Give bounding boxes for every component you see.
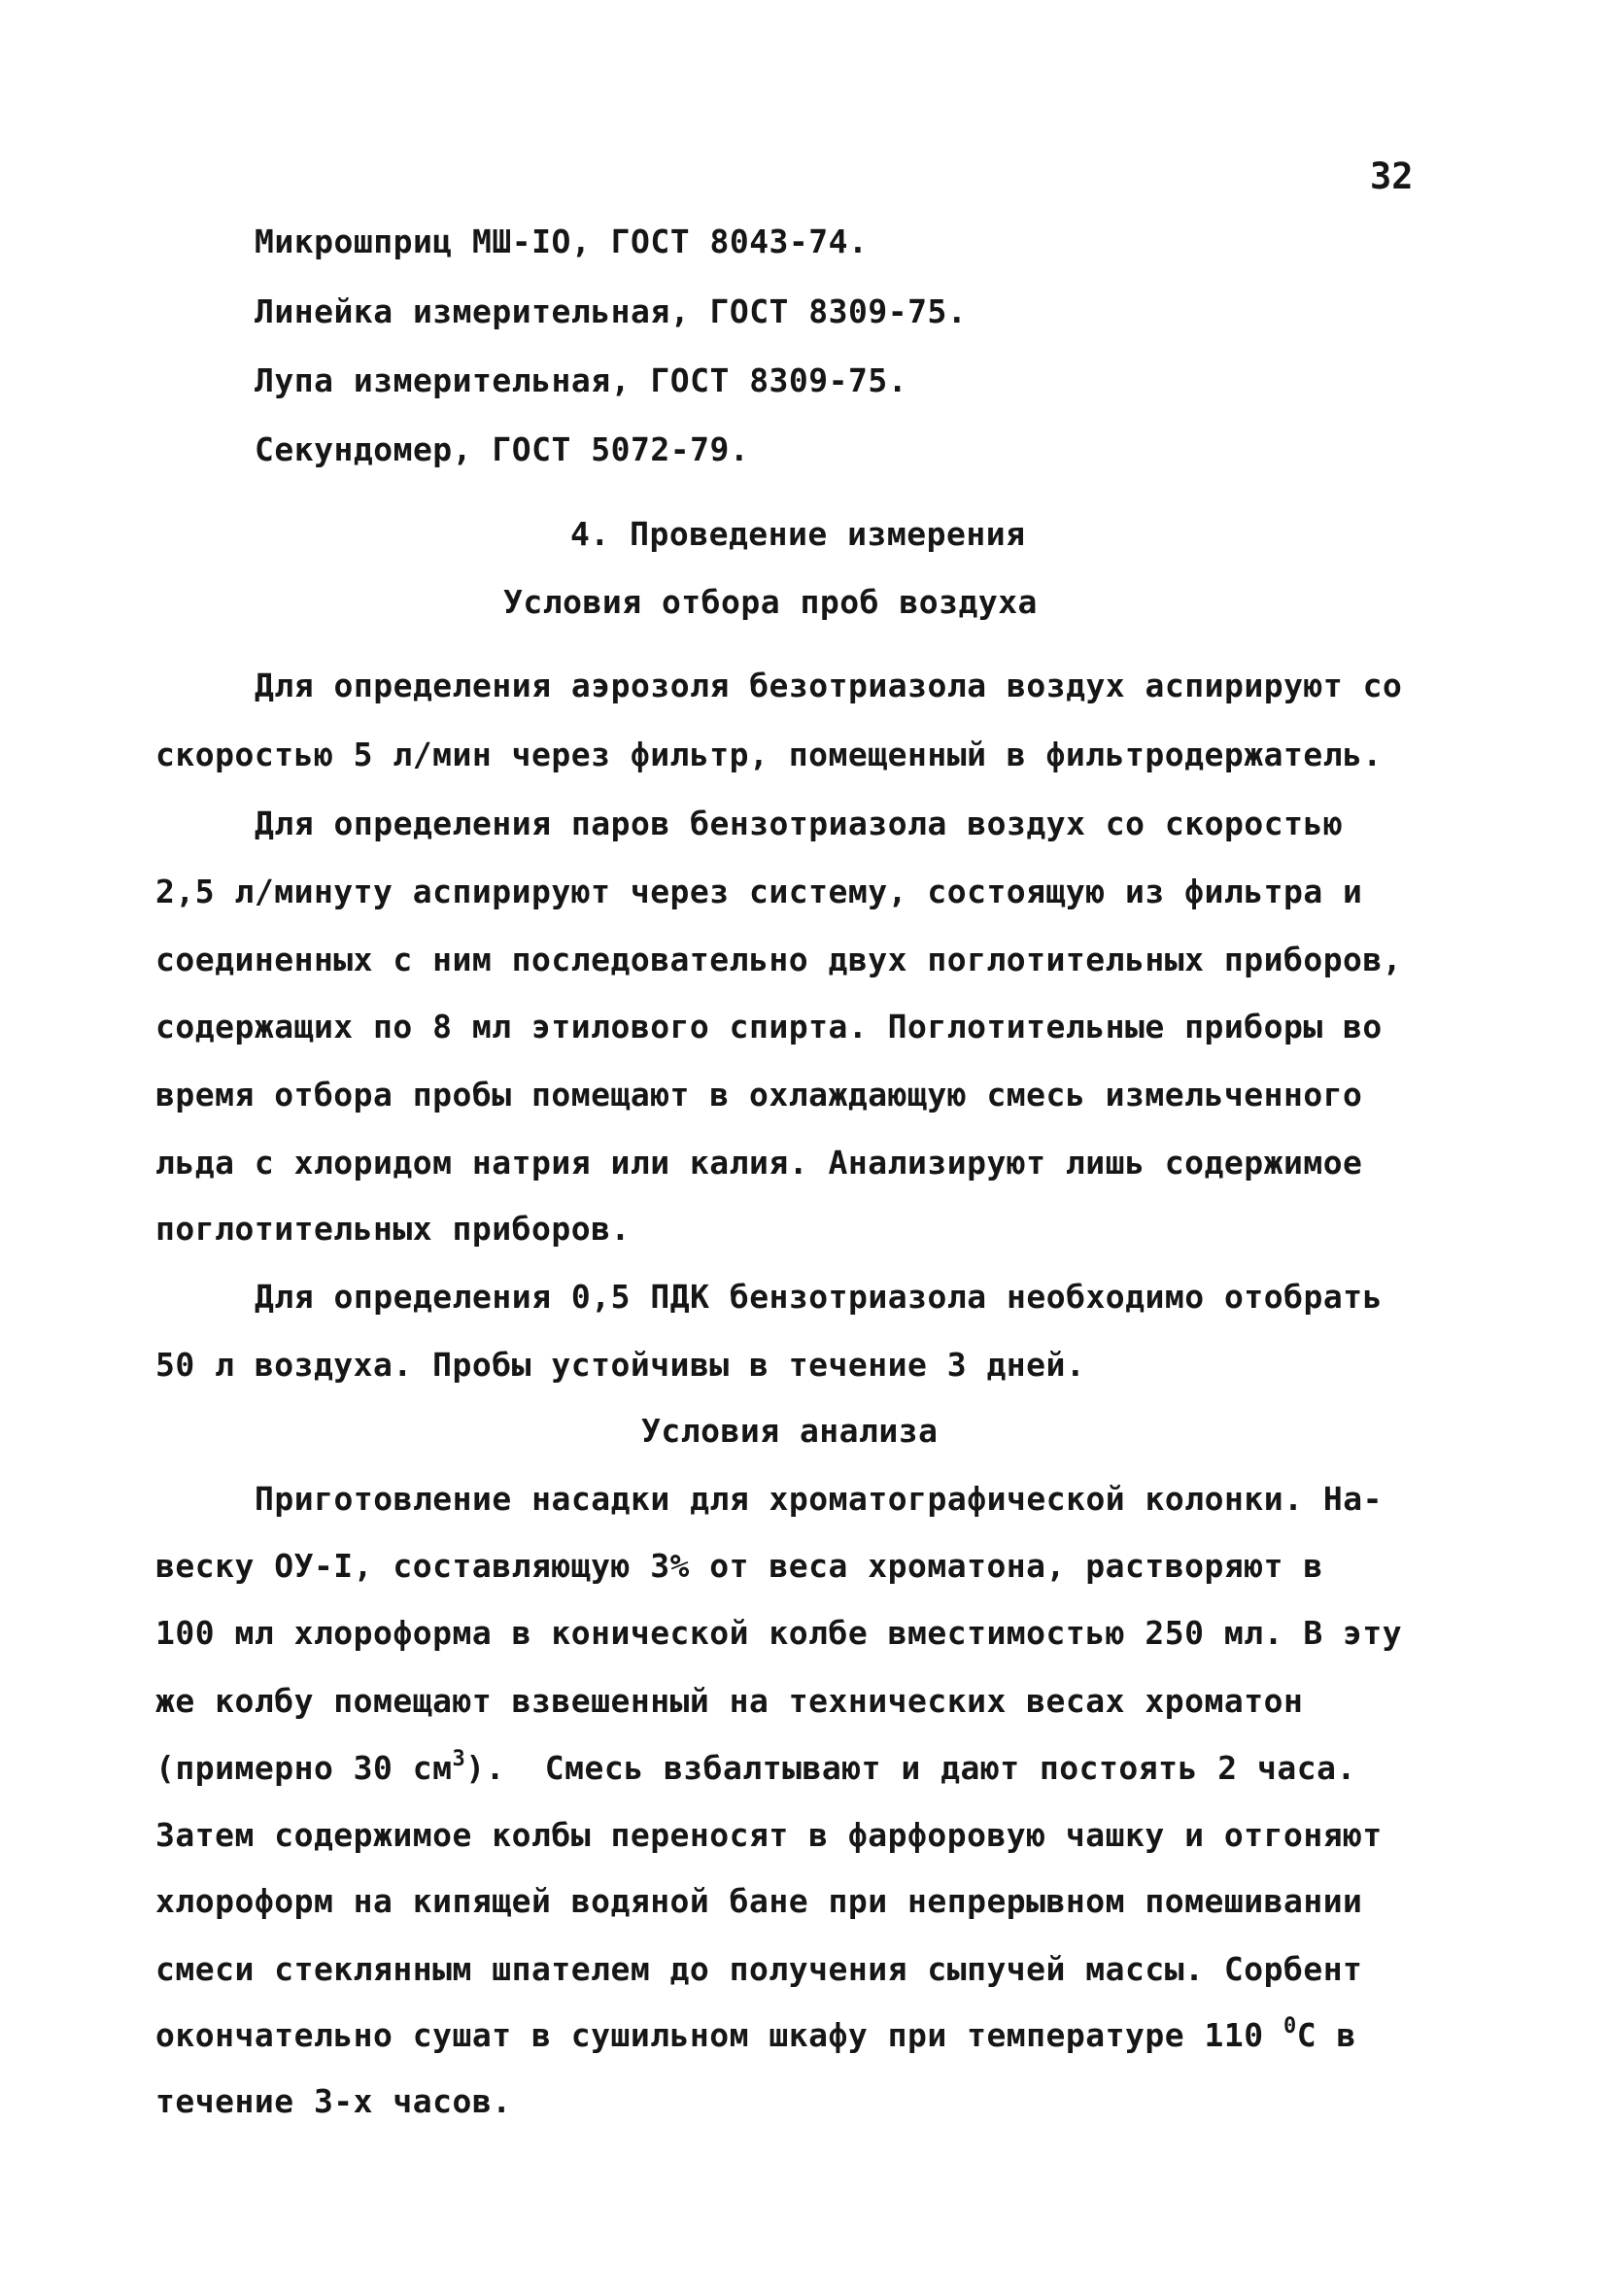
paragraph-line: 50 л воздуха. Пробы устойчивы в течение 3 дней. [155, 1346, 1086, 1384]
page-number: 32 [1370, 155, 1414, 197]
paragraph-line: поглотительных приборов. [155, 1210, 631, 1248]
paragraph-line-part: окончательно сушат в сушильном шкафу при температуре 110 [155, 2016, 1283, 2054]
paragraph-line: 100 мл хлороформа в конической колбе вместимостью 250 мл. В эту [155, 1614, 1403, 1652]
paragraph-line: Для определения аэрозоля безотриазола воздух аспирируют со [255, 667, 1403, 704]
paragraph-line: льда с хлоридом натрия или калия. Анализируют лишь содержимое [155, 1144, 1363, 1182]
paragraph-line: течение 3-х часов. [155, 2082, 512, 2120]
equipment-item: Лупа измерительная, ГОСТ 8309-75. [255, 361, 908, 399]
paragraph-line [155, 1747, 1356, 1787]
paragraph-line: веску ОУ-I, составляющую 3% от веса хроматона, растворяют в [155, 1547, 1323, 1585]
paragraph-line-part: ). Смесь взбалтывают и дают постоять 2 часа. [465, 1749, 1356, 1787]
equipment-item: Линейка измерительная, ГОСТ 8309-75. [255, 292, 968, 330]
paragraph-line: время отбора пробы помещают в охлаждающую смесь измельченного [155, 1076, 1363, 1114]
subheading-sampling: Условия отбора проб воздуха [503, 583, 1038, 621]
paragraph-line: хлороформ на кипящей водяной бане при непрерывном помешивании [155, 1882, 1363, 1920]
paragraph-line: скоростью 5 л/мин через фильтр, помещенный в фильтродержатель. [155, 736, 1383, 773]
equipment-item: Микрошприц МШ-IO, ГОСТ 8043-74. [255, 223, 869, 260]
superscript-cubed: 3 [452, 1747, 466, 1771]
paragraph-line: 2,5 л/минуту аспирируют через систему, состоящую из фильтра и [155, 873, 1363, 910]
paragraph-line: Для определения 0,5 ПДК бензотриазола необходимо отобрать [255, 1278, 1383, 1316]
superscript-degree: 0 [1282, 2014, 1297, 2039]
paragraph-line: смеси стеклянным шпателем до получения сыпучей массы. Сорбент [155, 1950, 1363, 1988]
paragraph-line: же колбу помещают взвешенный на технических весах хроматон [155, 1682, 1304, 1720]
paragraph-line [155, 2014, 1356, 2054]
section-heading: 4. Проведение измерения [570, 515, 1026, 553]
paragraph-line: содержащих по 8 мл этилового спирта. Поглотительные приборы во [155, 1008, 1383, 1045]
paragraph-line: Приготовление насадки для хроматографической колонки. На- [255, 1480, 1383, 1518]
paragraph-line-part: С в [1296, 2016, 1356, 2054]
equipment-item: Секундомер, ГОСТ 5072-79. [255, 430, 750, 468]
paragraph-line: Для определения паров бензотриазола воздух со скоростью [255, 805, 1344, 842]
paragraph-line-part: (примерно 30 см [155, 1749, 453, 1787]
paragraph-line: Затем содержимое колбы переносят в фарфоровую чашку и отгоняют [155, 1816, 1383, 1854]
paragraph-line: соединенных с ним последовательно двух поглотительных приборов, [155, 941, 1403, 978]
subheading-analysis: Условия анализа [641, 1412, 939, 1450]
